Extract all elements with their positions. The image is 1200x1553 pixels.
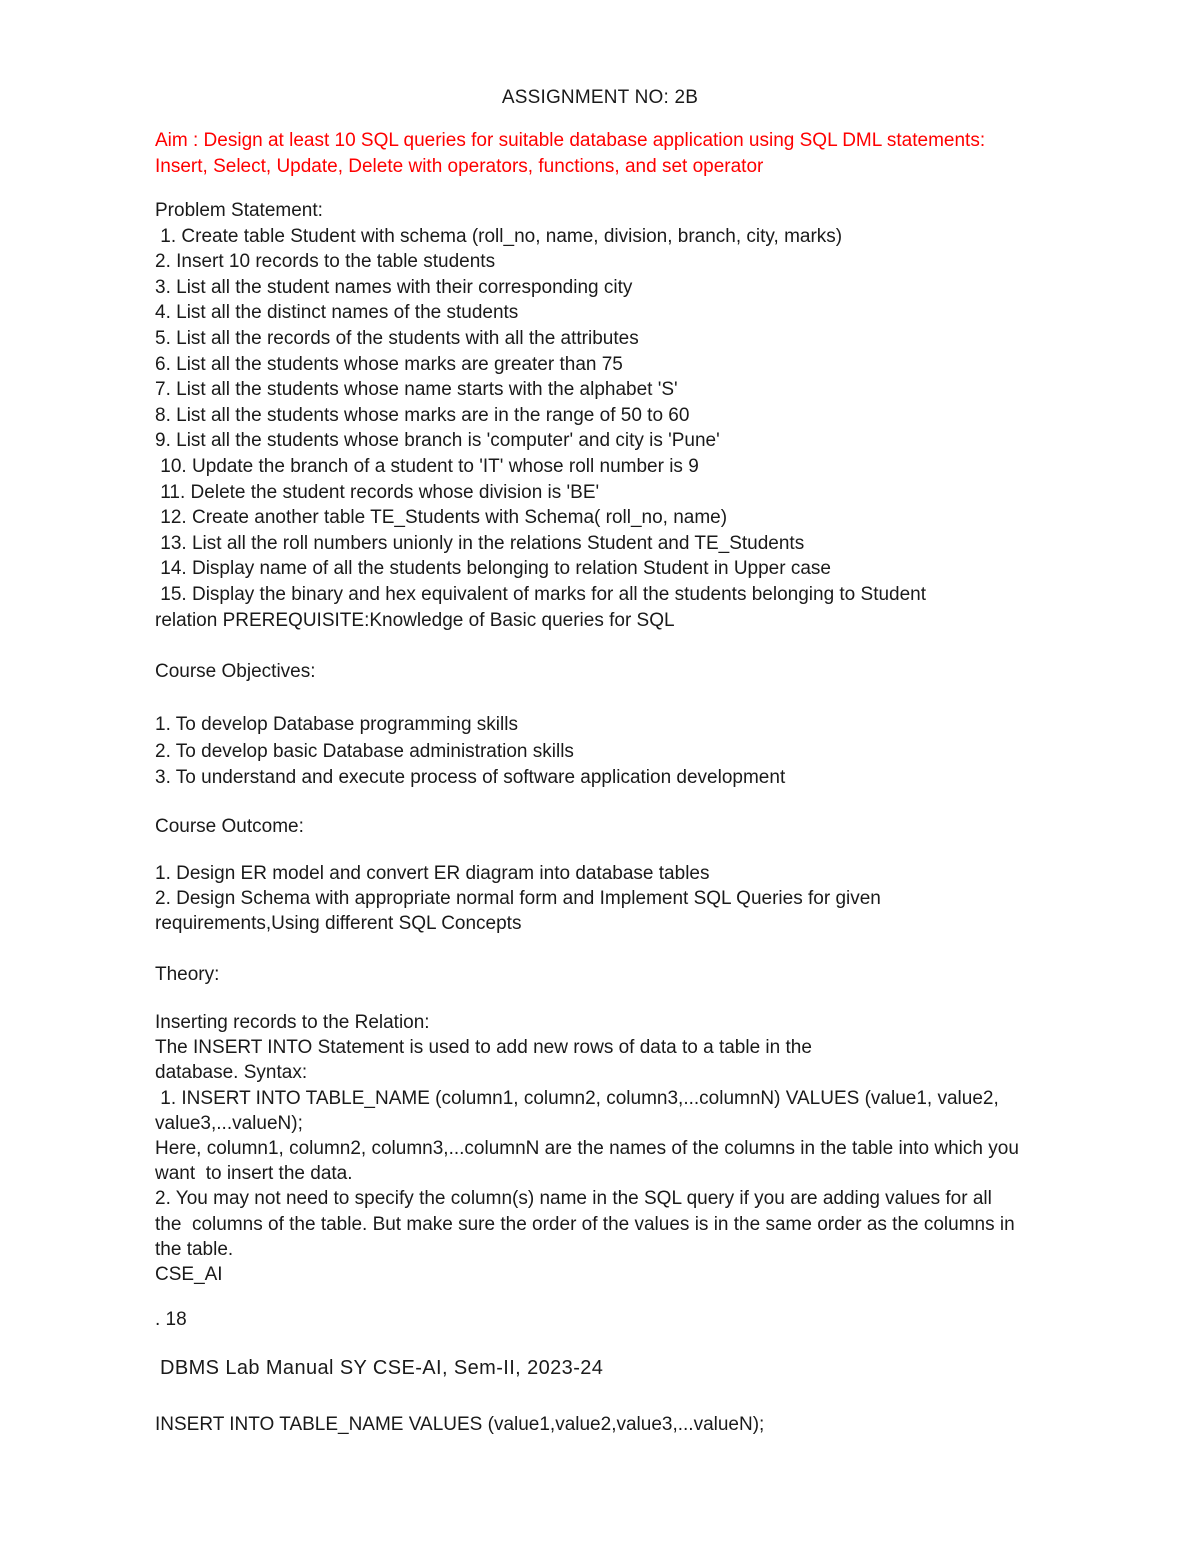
- theory-line: CSE_AI: [155, 1264, 223, 1286]
- theory-line: 2. You may not need to specify the column(s) name in the SQL query if you are adding values for all: [155, 1188, 992, 1210]
- problem-item: relation PREREQUISITE:Knowledge of Basic queries for SQL: [155, 609, 675, 631]
- aim-statement: [155, 128, 1055, 180]
- objective-item: 1. To develop Database programming skills: [155, 714, 518, 735]
- theory-line: 1. INSERT INTO TABLE_NAME (column1, column2, column3,...columnN) VALUES (value1, value2,: [155, 1087, 999, 1109]
- aim-line-1: Aim : Design at least 10 SQL queries for suitable database application using SQL DML statements:: [155, 130, 986, 151]
- problem-item: 1. Create table Student with schema (roll_no, name, division, branch, city, marks): [155, 225, 843, 247]
- outcome-item: requirements,Using different SQL Concepts: [155, 913, 522, 934]
- theory-line: want to insert the data.: [155, 1163, 353, 1185]
- aim-line-2: Insert, Select, Update, Delete with operators, functions, and set operator: [155, 156, 764, 177]
- course-outcome-heading: Course Outcome:: [155, 816, 304, 837]
- problem-item: 14. Display name of all the students belonging to relation Student in Upper case: [155, 558, 831, 580]
- problem-item: 2. Insert 10 records to the table students: [155, 251, 496, 273]
- problem-item: 12. Create another table TE_Students with Schema( roll_no, name): [155, 507, 728, 529]
- theory-line: value3,...valueN);: [155, 1112, 303, 1134]
- lab-manual-footer: DBMS Lab Manual SY CSE-AI, Sem-II, 2023-24: [160, 1357, 604, 1379]
- problem-item: 15. Display the binary and hex equivalent of marks for all the students belonging to Student: [155, 583, 927, 605]
- course-outcome-list: [155, 861, 1055, 936]
- insert-syntax-line: INSERT INTO TABLE_NAME VALUES (value1,value2,value3,...valueN);: [155, 1414, 765, 1435]
- theory-heading: Theory:: [155, 964, 220, 985]
- problem-item: 4. List all the distinct names of the students: [155, 302, 519, 324]
- theory-line: Here, column1, column2, column3,...columnN are the names of the columns in the table into which you: [155, 1138, 1019, 1160]
- page-number: . 18: [155, 1309, 187, 1330]
- objective-item: 3. To understand and execute process of software application development: [155, 767, 786, 788]
- problem-item: 13. List all the roll numbers unionly in the relations Student and TE_Students: [155, 532, 805, 554]
- problem-item: 7. List all the students whose name starts with the alphabet 'S': [155, 379, 678, 401]
- problem-item: 8. List all the students whose marks are in the range of 50 to 60: [155, 404, 690, 426]
- problem-item: 10. Update the branch of a student to 'IT' whose roll number is 9: [155, 455, 699, 477]
- theory-line: The INSERT INTO Statement is used to add new rows of data to a table in the: [155, 1037, 812, 1059]
- problem-item: 11. Delete the student records whose division is 'BE': [155, 481, 600, 503]
- outcome-item: 2. Design Schema with appropriate normal form and Implement SQL Queries for given: [155, 888, 881, 909]
- problem-item: 9. List all the students whose branch is 'computer' and city is 'Pune': [155, 430, 720, 452]
- theory-line: the columns of the table. But make sure the order of the values is in the same order as the columns in: [155, 1213, 1015, 1235]
- theory-line: the table.: [155, 1238, 234, 1260]
- theory-line: Inserting records to the Relation:: [155, 1012, 430, 1033]
- problem-statement: [155, 198, 1055, 633]
- problem-item: 5. List all the records of the students with all the attributes: [155, 327, 639, 349]
- course-objectives-heading: Course Objectives:: [155, 661, 316, 682]
- problem-statement-heading: Problem Statement:: [155, 200, 323, 221]
- objective-item: 2. To develop basic Database administration skills: [155, 740, 574, 762]
- course-objectives-list: [155, 712, 1055, 792]
- theory-body: [155, 1010, 1055, 1287]
- outcome-item: 1. Design ER model and convert ER diagram into database tables: [155, 863, 710, 884]
- problem-item: 3. List all the student names with their corresponding city: [155, 276, 633, 298]
- assignment-title: ASSIGNMENT NO: 2B: [501, 87, 699, 108]
- theory-line: database. Syntax:: [155, 1062, 308, 1084]
- problem-item: 6. List all the students whose marks are greater than 75: [155, 353, 623, 375]
